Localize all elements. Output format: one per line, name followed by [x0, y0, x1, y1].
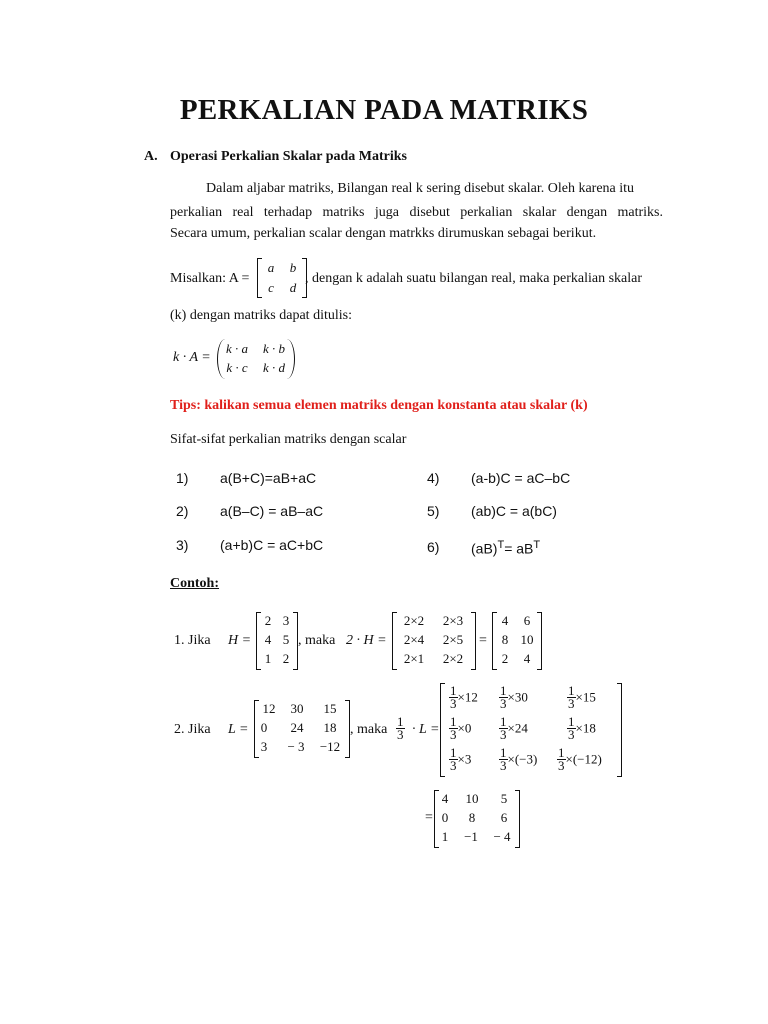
matrix-cell: 3	[282, 613, 290, 628]
transpose-sup: T	[497, 539, 505, 551]
matrix-cell: 10	[520, 632, 534, 647]
matrix-cell: b	[289, 260, 297, 275]
matrix-cell: 30	[290, 701, 304, 716]
matrix-kA	[217, 339, 295, 379]
property-formula	[471, 539, 540, 557]
ex2-maka: , maka	[350, 722, 388, 737]
matrix-cell: 6	[523, 613, 531, 628]
matrix-cell: 4	[523, 651, 531, 666]
matrix-cell: 8	[468, 810, 476, 825]
matrix-cell: 4	[441, 791, 449, 806]
sifat-title: Sifat-sifat perkalian matriks dengan scalar	[170, 432, 407, 447]
matrix-cell: 12	[262, 701, 276, 716]
misalkan-prefix: Misalkan: A =	[170, 271, 250, 286]
matrix-cell: 2×2	[403, 613, 425, 628]
matrix-H	[256, 612, 298, 670]
cell-factor: ×12	[457, 689, 478, 705]
matrix-cell: 2×1	[403, 651, 425, 666]
ex1-2H: 2 · H =	[346, 633, 387, 648]
frac-denominator: 3	[397, 727, 404, 742]
matrix-cell: 1	[264, 651, 272, 666]
kA-prefix: k · A =	[173, 350, 211, 365]
paragraph-line-1: Dalam aljabar matriks, Bilangan real k sering disebut skalar. Oleh karena itu	[206, 181, 635, 196]
matrix-cell: 5	[500, 791, 508, 806]
frac-denominator: 3	[450, 727, 457, 742]
section-letter: A.	[144, 149, 158, 164]
matrix-cell: 1	[441, 829, 449, 844]
matrix-L	[254, 700, 350, 758]
matrix-cell	[449, 716, 471, 741]
matrix-cell: a	[267, 260, 275, 275]
property-number: 4)	[427, 470, 440, 486]
frac-numerator: 1	[568, 683, 575, 698]
property-number: 3)	[176, 537, 189, 553]
matrix-cell: k · b	[262, 341, 286, 356]
matrix-cell: 8	[501, 632, 509, 647]
property-number: 1)	[176, 470, 189, 486]
matrix-cell: − 3	[287, 739, 305, 754]
matrix-2H-product	[392, 612, 476, 670]
matrix-cell: 4	[264, 632, 272, 647]
cell-factor: ×15	[575, 689, 596, 705]
frac-numerator: 1	[568, 714, 575, 729]
misalkan-suffix: , dengan k adalah suatu bilangan real, maka perkalian skalar	[305, 271, 643, 286]
matrix-cell	[449, 747, 471, 772]
matrix-cell: k · c	[226, 360, 248, 375]
cell-factor: ×18	[575, 720, 596, 736]
frac-denominator: 3	[450, 696, 457, 711]
matrix-cell: 2×4	[403, 632, 425, 647]
cell-factor: ×0	[457, 720, 472, 736]
cell-factor: ×(−3)	[507, 751, 538, 767]
paragraph-line-3: Secara umum, perkalian scalar dengan matrkks dirumuskan sebagai berikut.	[170, 226, 597, 241]
ex1-H: H =	[228, 633, 252, 648]
property-formula: (ab)C = a(bC)	[471, 503, 557, 519]
ex2-label: 2. Jika	[174, 722, 211, 737]
frac-numerator: 1	[558, 745, 565, 760]
matrix-cell: c	[268, 280, 274, 295]
ex1-maka: , maka	[298, 633, 336, 648]
property-formula: (a+b)C = aC+bC	[220, 537, 324, 553]
matrix-cell: − 4	[493, 829, 511, 844]
frac-numerator: 1	[450, 745, 457, 760]
cell-factor: ×30	[507, 689, 528, 705]
property-formula: a(B–C) = aB–aC	[220, 503, 324, 519]
matrix-cell: 2×2	[442, 651, 464, 666]
frac-numerator: 1	[450, 714, 457, 729]
frac-numerator: 1	[450, 683, 457, 698]
matrix-cell: −12	[319, 739, 341, 754]
matrix-cell: 2×5	[442, 632, 464, 647]
property-formula: a(B+C)=aB+aC	[220, 470, 317, 486]
ex2-L: L =	[228, 722, 249, 737]
ex2-L-text: · L =	[412, 722, 440, 737]
matrix-cell: k · a	[225, 341, 249, 356]
frac-denominator: 3	[500, 758, 507, 773]
matrix-cell: 0	[260, 720, 268, 735]
property-number: 6)	[427, 539, 440, 555]
matrix-cell: −1	[464, 829, 478, 844]
matrix-cell: k · d	[262, 360, 286, 375]
property-number: 2)	[176, 503, 189, 519]
matrix-cell: 10	[465, 791, 479, 806]
cell-factor: ×(−12)	[565, 751, 602, 767]
matrix-cell: 6	[500, 810, 508, 825]
page-title: PERKALIAN PADA MATRIKS	[179, 94, 589, 126]
matrix-cell	[567, 716, 596, 741]
ex1-label: 1. Jika	[174, 633, 211, 648]
section-title: Operasi Perkalian Skalar pada Matriks	[170, 149, 407, 164]
matrix-cell: 3	[260, 739, 268, 754]
ex1-eq: =	[479, 633, 487, 648]
matrix-cell: 2	[282, 651, 290, 666]
frac-numerator: 1	[500, 683, 507, 698]
matrix-cell: 4	[501, 613, 509, 628]
matrix-cell	[499, 747, 537, 772]
frac-denominator: 3	[568, 727, 575, 742]
transpose-sup: T	[533, 539, 541, 551]
property-formula: (a-b)C = aC–bC	[471, 470, 571, 486]
matrix-cell	[449, 685, 478, 710]
matrix-cell	[557, 747, 602, 772]
matrix-cell: 15	[323, 701, 337, 716]
matrix-cell	[499, 716, 528, 741]
misalkan-line-2: (k) dengan matriks dapat ditulis:	[170, 308, 352, 323]
paragraph-line-2: perkalian real terhadap matriks juga disebut perkalian skalar dengan matriks.	[170, 205, 663, 220]
ex2-eq: =	[425, 810, 433, 825]
matrix-cell: 2×3	[442, 613, 464, 628]
matrix-cell	[499, 685, 528, 710]
contoh-heading: Contoh:	[170, 576, 220, 591]
matrix-cell: 0	[441, 810, 449, 825]
matrix-2H-result	[492, 612, 542, 670]
tips-text: Tips: kalikan semua elemen matriks dengan konstanta atau skalar (k)	[170, 398, 588, 413]
ex2-scalar-fraction	[396, 716, 405, 741]
matrix-cell: 2	[501, 651, 509, 666]
matrix-cell: 2	[264, 613, 272, 628]
frac-numerator: 1	[500, 745, 507, 760]
frac-denominator: 3	[558, 758, 565, 773]
matrix-cell: 24	[290, 720, 304, 735]
property-number: 5)	[427, 503, 440, 519]
matrix-cell: 18	[323, 720, 337, 735]
cell-factor: ×24	[507, 720, 528, 736]
property-part: (aB)	[471, 540, 498, 557]
matrix-cell	[567, 685, 596, 710]
matrix-A	[257, 258, 307, 298]
frac-denominator: 3	[500, 727, 507, 742]
matrix-cell: d	[289, 280, 297, 295]
cell-factor: ×3	[457, 751, 472, 767]
frac-denominator: 3	[568, 696, 575, 711]
frac-denominator: 3	[500, 696, 507, 711]
matrix-cell: 5	[282, 632, 290, 647]
frac-numerator: 1	[500, 714, 507, 729]
matrix-L-product	[440, 683, 622, 777]
frac-denominator: 3	[450, 758, 457, 773]
property-part: = aB	[504, 540, 534, 557]
matrix-L-result	[434, 790, 520, 848]
frac-numerator: 1	[397, 714, 404, 729]
